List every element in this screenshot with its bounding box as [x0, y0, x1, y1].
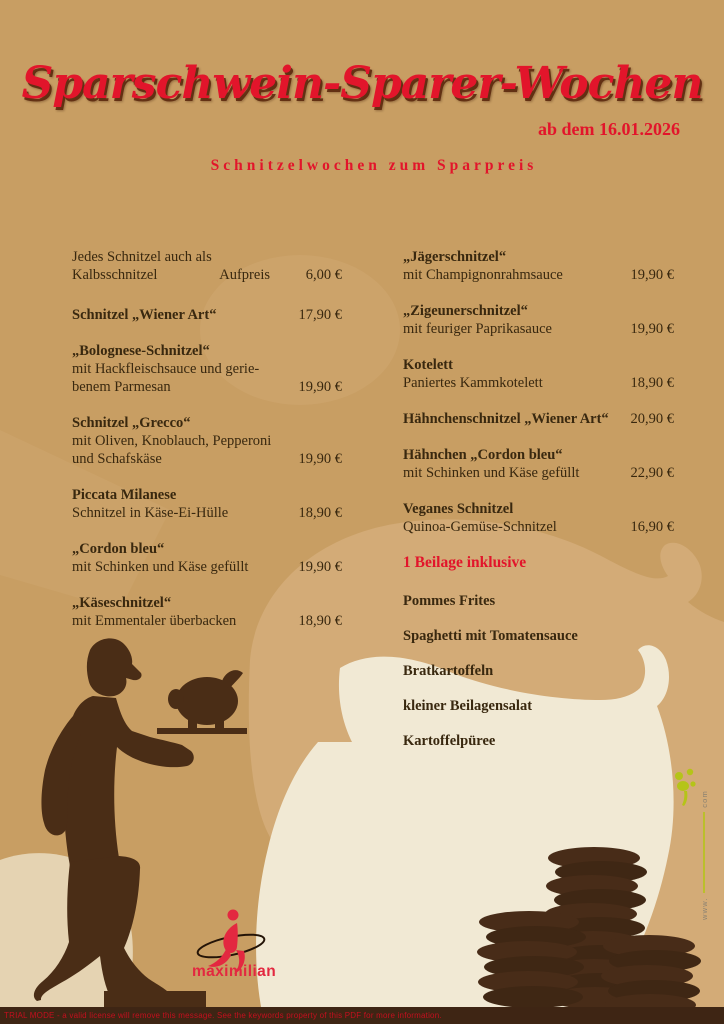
- intro-surcharge-label: Aufpreis: [219, 267, 270, 283]
- page-title: Sparschwein-Sparer-Wochen: [21, 58, 703, 109]
- credit-www: www.: [699, 897, 709, 920]
- menu-item-row: [72, 504, 342, 522]
- item-name: Schnitzel „Wiener Art“: [72, 307, 217, 323]
- menu-item-row: [72, 558, 342, 576]
- logo-figure-body: [223, 923, 237, 953]
- credit-com: com: [699, 790, 709, 808]
- item-price: 18,90 €: [298, 505, 342, 521]
- tray-icon: [157, 728, 247, 734]
- trial-text: TRIAL MODE - a valid license will remove this message. See the keywords property of this PDF for more information.: [4, 1011, 442, 1020]
- menu-item: [72, 486, 342, 522]
- menu-item: [403, 410, 674, 428]
- menu-item-row: [403, 518, 674, 536]
- item-price: 19,90 €: [298, 559, 342, 575]
- menu-left-column: [72, 248, 342, 648]
- waiter-silhouette: [34, 638, 247, 1008]
- item-name: „Jägerschnitzel“: [403, 249, 507, 265]
- menu-item-intro: [72, 248, 342, 284]
- menu-item-row: [72, 450, 342, 468]
- intro-dish: Kalbsschnitzel: [72, 267, 158, 283]
- item-price: 6,00 €: [305, 267, 342, 283]
- item-name: Veganes Schnitzel: [403, 501, 514, 517]
- coin-stack-left: [477, 911, 586, 1008]
- menu-item: [403, 356, 674, 392]
- item-price: 19,90 €: [298, 379, 342, 395]
- side-item: kleiner Beilagensalat: [403, 698, 533, 714]
- item-name: „Käseschnitzel“: [72, 595, 172, 611]
- item-price: 20,90 €: [630, 411, 674, 427]
- item-desc: Schnitzel in Käse-Ei-Hülle: [72, 505, 229, 521]
- item-desc: mit feuriger Paprikasauce: [403, 321, 552, 337]
- step-pedestal: [104, 991, 206, 1008]
- coin-stack-right: [601, 935, 701, 1016]
- menu-item: [72, 342, 342, 396]
- item-price: 18,90 €: [630, 375, 674, 391]
- menu-right-column: [403, 248, 674, 767]
- item-desc: mit Hackfleischsauce und gerie-: [72, 361, 260, 377]
- menu-item-row: [403, 374, 674, 392]
- piggy-bank-icon: [168, 670, 243, 729]
- vertical-credit: [698, 790, 710, 920]
- menu-item: [72, 306, 342, 324]
- item-name: „Cordon bleu“: [72, 541, 165, 557]
- side-item: Bratkartoffeln: [403, 663, 494, 679]
- item-desc: mit Oliven, Knoblauch, Pepperoni: [72, 433, 272, 449]
- menu-item: [72, 414, 342, 468]
- menu-item-row: [403, 320, 674, 338]
- intro-line1: Jedes Schnitzel auch als: [72, 249, 212, 265]
- item-desc: mit Schinken und Käse gefüllt: [403, 465, 580, 481]
- item-price: 18,90 €: [298, 613, 342, 629]
- start-date: ab dem 16.01.2026: [537, 119, 680, 139]
- item-price: 17,90 €: [298, 307, 342, 323]
- item-price: 19,90 €: [630, 267, 674, 283]
- item-desc: Quinoa-Gemüse-Schnitzel: [403, 519, 557, 535]
- subtitle: Schnitzelwochen zum Sparpreis: [210, 157, 538, 174]
- item-desc: und Schafskäse: [72, 451, 162, 467]
- menu-item: [403, 500, 674, 536]
- item-name: Hähnchen „Cordon bleu“: [403, 447, 563, 463]
- item-name: Piccata Milanese: [72, 487, 177, 503]
- item-price: 16,90 €: [630, 519, 674, 535]
- menu-item: [72, 594, 342, 630]
- menu-item: [403, 302, 674, 338]
- menu-item-row: [403, 266, 674, 284]
- note-beilage: 1 Beilage inklusive: [403, 554, 527, 571]
- menu-item-row: [72, 612, 342, 630]
- menu-item-row: [403, 464, 674, 482]
- item-name: „Zigeunerschnitzel“: [403, 303, 528, 319]
- menu-item: [403, 446, 674, 482]
- item-desc: mit Champignonrahmsauce: [403, 267, 563, 283]
- menu-item: [72, 540, 342, 576]
- sides-list: [403, 592, 674, 750]
- item-desc: Paniertes Kammkotelett: [403, 375, 543, 391]
- menu-item: [403, 248, 674, 284]
- item-price: 19,90 €: [630, 321, 674, 337]
- side-item: Spaghetti mit Tomatensauce: [403, 628, 578, 644]
- menu-item-row: [403, 410, 674, 428]
- side-item: Pommes Frites: [403, 593, 496, 609]
- item-price: 22,90 €: [630, 465, 674, 481]
- side-item: Kartoffelpüree: [403, 733, 496, 749]
- credit-middle-segment: [703, 812, 705, 894]
- logo-wordmark: maximilian: [191, 963, 277, 980]
- menu-item-row: [72, 378, 342, 396]
- item-desc: benem Parmesan: [72, 379, 171, 395]
- item-desc: mit Schinken und Käse gefüllt: [72, 559, 249, 575]
- trial-banner: [0, 1007, 724, 1024]
- logo-figure-head: [228, 910, 239, 921]
- item-price: 19,90 €: [298, 451, 342, 467]
- item-name: Hähnchenschnitzel „Wiener Art“: [403, 411, 609, 427]
- item-name: Schnitzel „Grecco“: [72, 415, 191, 431]
- item-name: Kotelett: [403, 357, 453, 373]
- menu-item-row: [72, 306, 342, 324]
- item-desc: mit Emmentaler überbacken: [72, 613, 237, 629]
- waiter-torso-arm: [64, 696, 194, 866]
- item-name: „Bolognese-Schnitzel“: [72, 343, 210, 359]
